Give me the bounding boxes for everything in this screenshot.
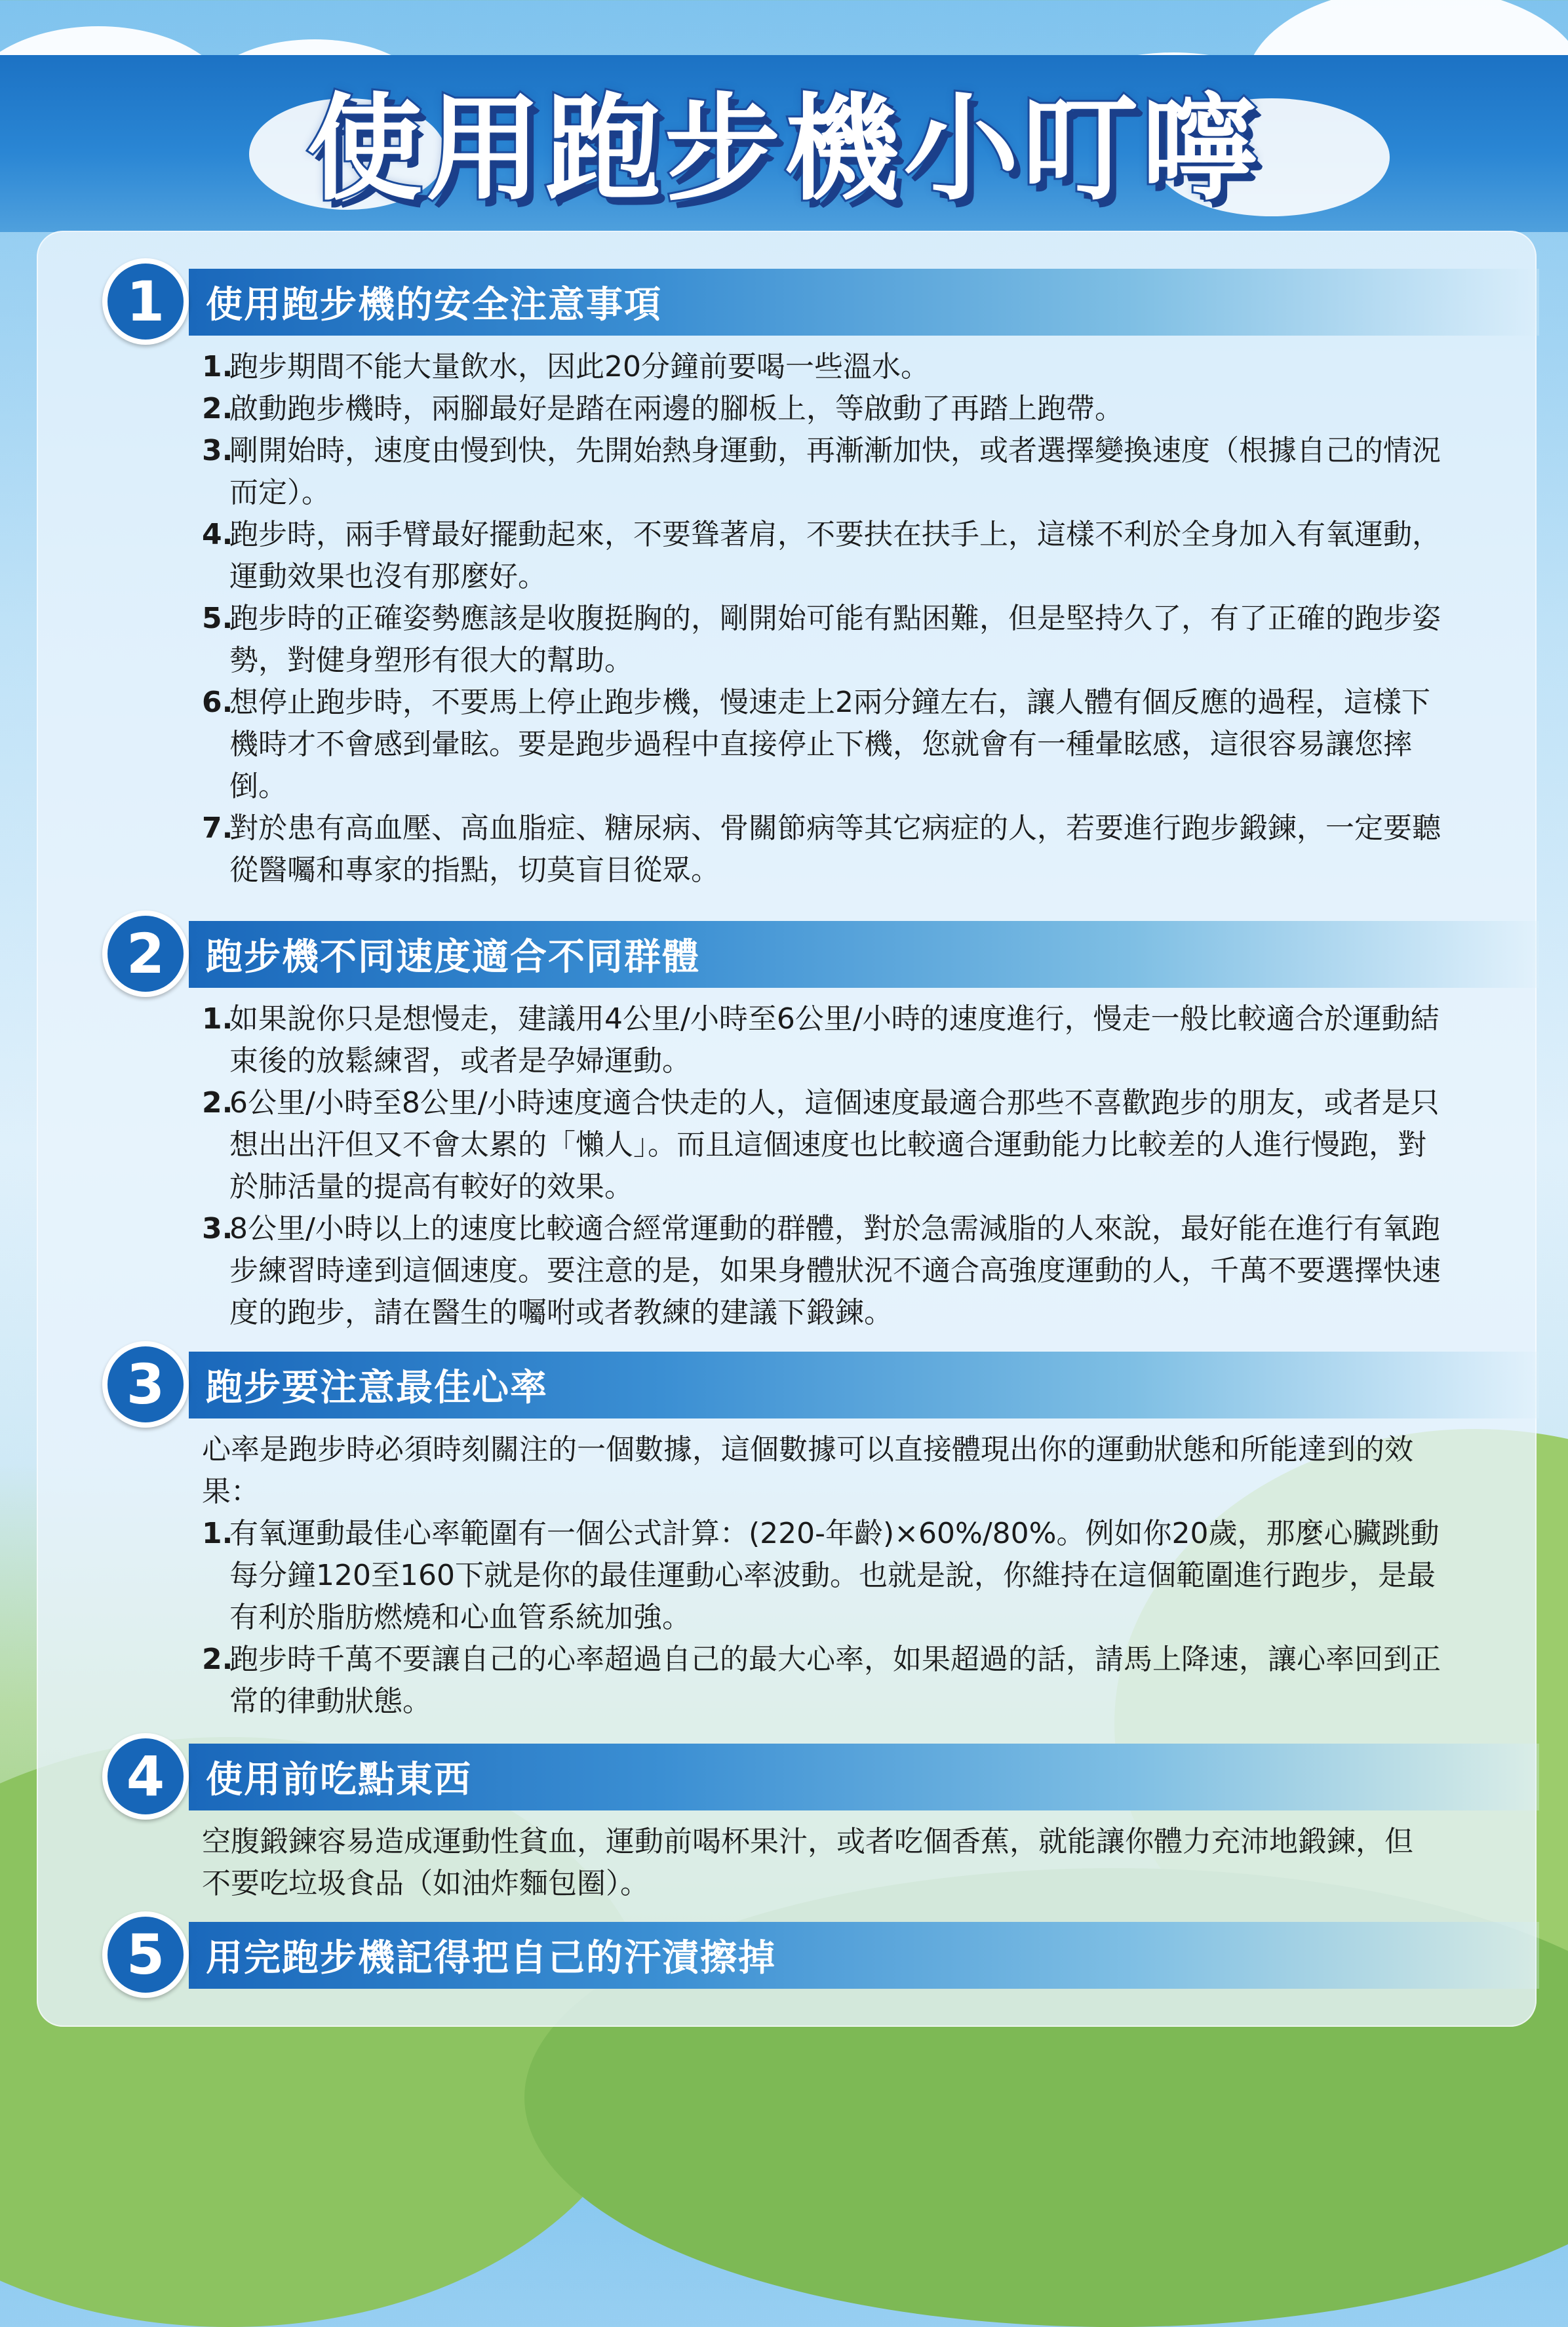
item-number: 7.: [202, 812, 233, 845]
section-header: [189, 1352, 1539, 1418]
section-number-badge: 5: [102, 1911, 189, 1998]
list-item: [202, 388, 1441, 430]
item-text: 有氧運動最佳心率範圍有一個公式計算：(220-年齡)×60%/80%。例如你20歲，那麼心臟跳動每分鐘120至160下就是你的最佳運動心率波動。也就是說，你維持在這個範圍進行跑步，是最有利於脂肪燃燒和心血管系統加強。: [229, 1517, 1440, 1634]
section-header: [189, 1922, 1539, 1989]
section-intro: 空腹鍛鍊容易造成運動性貧血，運動前喝杯果汁，或者吃個香蕉，就能讓你體力充沛地鍛鍊，但不要吃垃圾食品（如油炸麵包圈）。: [202, 1825, 1413, 1900]
item-text: 6公里/小時至8公里/小時速度適合快走的人，這個速度最適合那些不喜歡跑步的朋友，或者是只想出出汗但又不會太累的「懶人」。而且這個速度也比較適合運動能力比較差的人進行慢跑，對於肺活量的提高有較好的效果。: [229, 1086, 1440, 1203]
item-text: 8公里/小時以上的速度比較適合經常運動的群體，對於急需減脂的人來說，最好能在進行有氧跑步練習時達到這個速度。要注意的是，如果身體狀況不適合高強度運動的人，千萬不要選擇快速度的跑步，請在醫生的囑咐或者教練的建議下鍛鍊。: [229, 1212, 1441, 1329]
item-number: 2.: [202, 1086, 233, 1120]
list-item: [202, 514, 1441, 598]
item-number: 6.: [202, 686, 233, 719]
section-intro: 心率是跑步時必須時刻關注的一個數據，這個數據可以直接體現出你的運動狀態和所能達到的效果：: [202, 1433, 1413, 1508]
section-number-badge: 4: [102, 1733, 189, 1820]
title-wrap: [0, 73, 1568, 216]
item-number: 3.: [202, 1212, 233, 1245]
item-text: 跑步時千萬不要讓自己的心率超過自己的最大心率，如果超過的話，請馬上降速，讓心率回到正常的律動狀態。: [229, 1643, 1441, 1718]
item-text: 剛開始時，速度由慢到快，先開始熱身運動，再漸漸加快，或者選擇變換速度（根據自己的情況而定）。: [229, 434, 1441, 509]
item-number: 3.: [202, 434, 233, 467]
section-title: 跑步要注意最佳心率: [206, 1367, 548, 1409]
item-number: 1.: [202, 1002, 233, 1036]
section-title: 使用跑步機的安全注意事項: [206, 284, 662, 326]
item-text: 啟動跑步機時，兩腳最好是踏在兩邊的腳板上，等啟動了再踏上跑帶。: [229, 392, 1124, 425]
list-item: [202, 430, 1441, 514]
item-number: 1.: [202, 1517, 233, 1550]
section-title: 用完跑步機記得把自己的汗漬擦掉: [206, 1937, 776, 1980]
page-title: 使用跑步機小叮嚀: [306, 81, 1261, 216]
item-text: 如果說你只是想慢走，建議用4公里/小時至6公里/小時的速度進行，慢走一般比較適合於運動結束後的放鬆練習，或者是孕婦運動。: [229, 1002, 1440, 1078]
list-item: [202, 1208, 1441, 1334]
item-text: 想停止跑步時，不要馬上停止跑步機，慢速走上2兩分鐘左右，讓人體有個反應的過程，這樣下機時才不會感到暈眩。要是跑步過程中直接停止下機，您就會有一種暈眩感，這很容易讓您摔倒。: [229, 686, 1430, 803]
list-item: [202, 998, 1441, 1082]
section-body: [202, 998, 1441, 1334]
list-item: [202, 682, 1441, 808]
section-number-badge: 3: [102, 1341, 189, 1428]
item-number: 2.: [202, 1643, 233, 1676]
list-item: [202, 1082, 1441, 1208]
section-body: [202, 346, 1441, 891]
section-header: [189, 1744, 1539, 1810]
list-item: [202, 346, 1441, 388]
item-text: 跑步時，兩手臂最好擺動起來，不要聳著肩，不要扶在扶手上，這樣不利於全身加入有氧運動，運動效果也沒有那麼好。: [229, 518, 1441, 593]
section-body: [202, 1429, 1441, 1723]
item-text: 跑步時的正確姿勢應該是收腹挺胸的，剛開始可能有點困難，但是堅持久了，有了正確的跑步姿勢，對健身塑形有很大的幫助。: [229, 602, 1441, 677]
section-number-badge: 1: [102, 258, 189, 345]
list-item: [202, 808, 1441, 891]
list-item: [202, 1513, 1441, 1639]
section-header: [189, 921, 1539, 988]
list-item: [202, 1639, 1441, 1723]
section-title: 跑步機不同速度適合不同群體: [206, 936, 700, 979]
item-text: 跑步期間不能大量飲水，因此20分鐘前要喝一些溫水。: [229, 350, 930, 383]
section-title: 使用前吃點東西: [206, 1759, 472, 1801]
section-number-badge: 2: [102, 910, 189, 997]
item-number: 5.: [202, 602, 233, 635]
item-text: 對於患有高血壓、高血脂症、糖尿病、骨關節病等其它病症的人，若要進行跑步鍛鍊，一定要聽從醫囑和專家的指點，切莫盲目從眾。: [229, 812, 1441, 887]
list-item: [202, 598, 1441, 682]
item-number: 4.: [202, 518, 233, 551]
item-number: 1.: [202, 350, 233, 383]
section-body: [202, 1821, 1441, 1905]
item-number: 2.: [202, 392, 233, 425]
section-header: [189, 269, 1539, 336]
